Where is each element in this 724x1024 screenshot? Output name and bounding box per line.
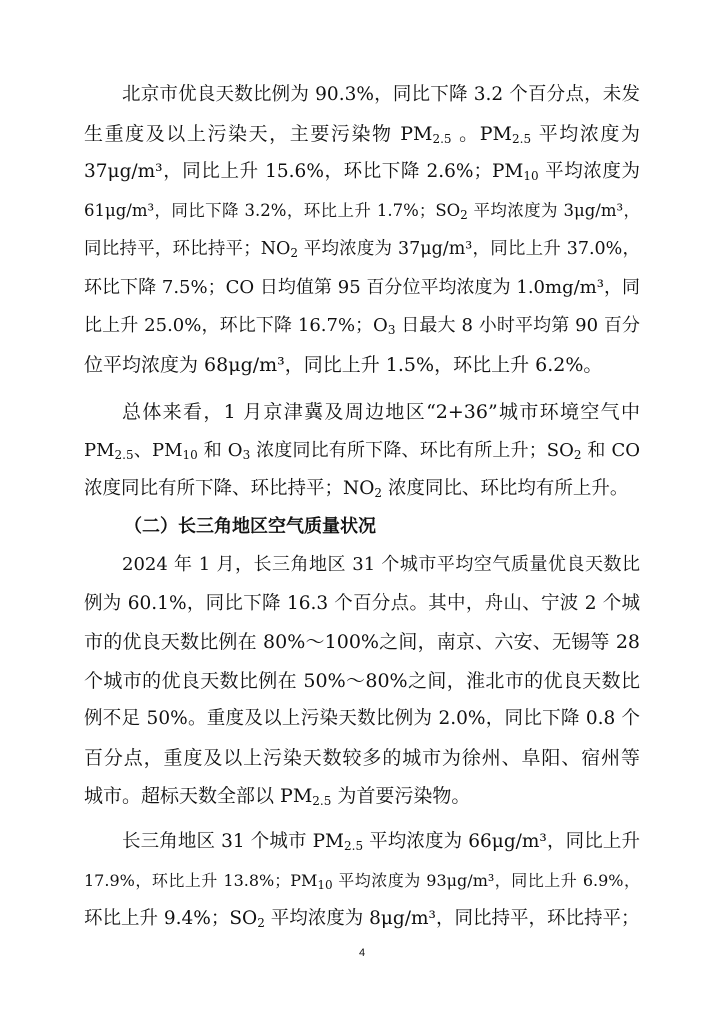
text-line: 市的优良天数比例在 80%～100%之间，南京、六安、无锡等 28: [84, 631, 640, 653]
text-line: 总体来看，1 月京津冀及周边地区“2+36”城市环境空气中: [122, 401, 640, 423]
paragraph-beijing: [84, 76, 640, 384]
text-line: 37μg/m³，同比上升 15.6%，环比下降 2.6%；$PM_{10}$ 平均浓度为: [84, 161, 640, 183]
text-line: 个城市的优良天数比例在 50%～80%之间，淮北市的优良天数比: [84, 669, 640, 692]
text-line: 环比下降 7.5%；CO 日均值第 95 百分位平均浓度为 1.0mg/m³，同: [84, 276, 640, 298]
text-line: 同比持平，环比持平；$NO_2$ 平均浓度为 37μg/m³，同比上升 37.0%，: [84, 239, 640, 260]
text-line: 17.9%，环比上升 13.8%；$PM_{10}$ 平均浓度为 93μg/m³，同比上升 6.9%，: [84, 870, 640, 892]
text-line: 北京市优良天数比例为 90.3%，同比下降 3.2 个百分点，未发: [122, 84, 640, 105]
text-line: 生重度及以上污染天，主要污染物 $PM_{2.5}$ 。$PM_{2.5}$ 平均浓度为: [84, 122, 641, 146]
section-heading: （二）长三角地区空气质量状况: [124, 516, 376, 537]
page-number: 4: [358, 947, 366, 959]
text-line: 城市。超标天数全部以 $PM_{2.5}$ 为首要污染物。: [84, 785, 471, 808]
text-line: 环比上升 9.4%；$SO_2$ 平均浓度为 8μg/m³，同比持平，环比持平；: [84, 908, 640, 930]
text-line: 2024 年 1 月，长三角地区 31 个城市平均空气质量优良天数比: [122, 554, 640, 575]
text-line: 百分点，重度及以上污染天数较多的城市为徐州、阜阳、宿州等: [84, 746, 640, 769]
text-line: 长三角地区 31 个城市 $PM_{2.5}$ 平均浓度为 66μg/m³，同比上升: [122, 831, 640, 853]
text-line: 例为 60.1%，同比下降 16.3 个百分点。其中，舟山、宁波 2 个城: [84, 592, 640, 614]
paragraph-yangtze-concentration: [84, 823, 640, 939]
text-line: 61μg/m³，同比下降 3.2%，环比上升 1.7%；$SO_2$ 平均浓度为 3μg/m³，: [84, 200, 640, 222]
text-line: 位平均浓度为 68μg/m³，同比上升 1.5%，环比上升 6.2%。: [84, 353, 603, 376]
text-line: 浓度同比有所下降、环比持平；$NO_2$ 浓度同比、环比均有所上升。: [84, 478, 629, 500]
paragraph-yangtze-overview: [84, 546, 640, 816]
text-line: 比上升 25.0%，环比下降 16.7%；$O_3$ 日最大 8 小时平均第 90 百分: [84, 315, 641, 337]
text-line: 例不足 50%。重度及以上污染天数比例为 2.0%，同比下降 0.8 个: [84, 708, 640, 729]
text-line: $PM_{2.5}$、$PM_{10}$ 和 $O_3$ 浓度同比有所下降、环比有所上升；$SO_2$ 和 CO: [84, 439, 641, 462]
paragraph-summary: [84, 393, 640, 509]
